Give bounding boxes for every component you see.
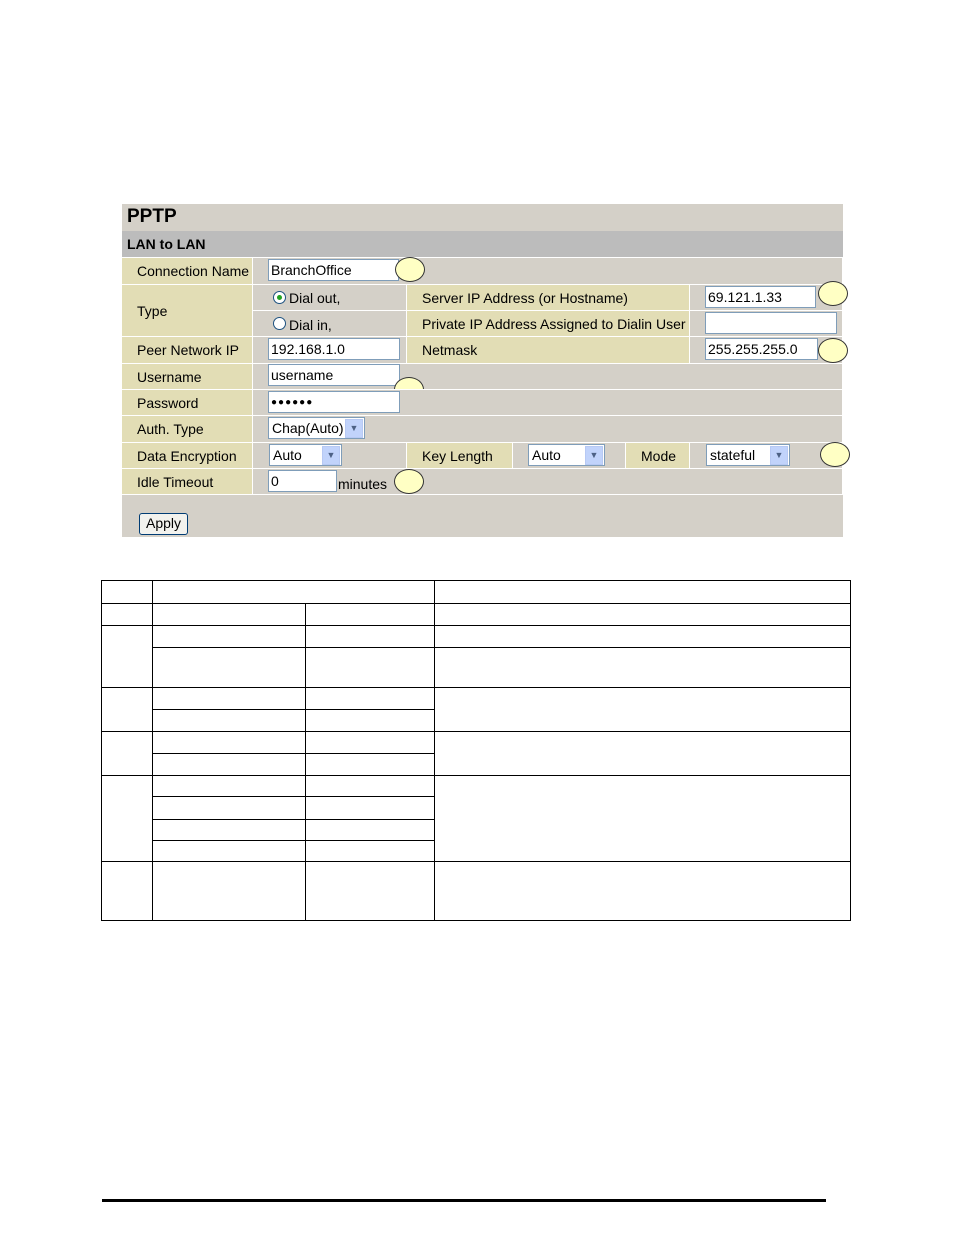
table-divider (101, 861, 851, 862)
mode-select[interactable] (706, 444, 790, 466)
netmask-label: Netmask (407, 336, 690, 363)
table-divider (152, 709, 435, 710)
table-divider (101, 687, 851, 688)
peer-network-ip-label: Peer Network IP (122, 336, 253, 363)
data-encryption-label: Data Encryption (122, 442, 253, 468)
username-input[interactable]: username (268, 364, 400, 386)
table-divider (152, 840, 435, 841)
table-border (850, 580, 851, 921)
idle-timeout-input[interactable]: 0 (268, 470, 337, 492)
table-divider (101, 775, 851, 776)
table-divider (305, 603, 306, 921)
minutes-label: minutes (338, 476, 388, 492)
chevron-down-icon[interactable]: ▼ (585, 446, 603, 465)
table-divider (152, 580, 153, 921)
table-divider (152, 819, 435, 820)
table-divider (101, 625, 851, 626)
private-ip-input[interactable] (705, 312, 837, 334)
data-encryption-select[interactable] (269, 444, 342, 466)
auth-type-label: Auth. Type (122, 415, 253, 442)
key-length-select[interactable] (528, 444, 605, 466)
username-label: Username (122, 363, 253, 389)
connection-name-input[interactable]: BranchOffice (268, 259, 399, 281)
netmask-input[interactable]: 255.255.255.0 (705, 338, 818, 360)
chevron-down-icon[interactable]: ▼ (322, 446, 340, 465)
table-divider (152, 753, 435, 754)
chevron-down-icon[interactable]: ▼ (345, 419, 363, 438)
mode-value: stateful (710, 447, 756, 463)
table-border (101, 580, 102, 921)
private-ip-label: Private IP Address Assigned to Dialin User (407, 310, 690, 336)
callout-marker (394, 469, 424, 494)
peer-network-ip-input[interactable]: 192.168.1.0 (268, 338, 400, 360)
table-divider (434, 580, 435, 921)
table-divider (152, 796, 435, 797)
idle-timeout-label: Idle Timeout (122, 468, 253, 494)
server-ip-input[interactable]: 69.121.1.33 (705, 286, 816, 308)
key-length-value: Auto (532, 447, 561, 463)
password-label: Password (122, 389, 253, 415)
data-encryption-value: Auto (273, 447, 302, 463)
mode-label: Mode (626, 442, 690, 468)
button-row (122, 494, 843, 537)
apply-button[interactable]: Apply (139, 513, 188, 535)
auth-type-select[interactable] (268, 417, 365, 439)
callout-marker (395, 257, 425, 282)
auth-type-value: Chap(Auto) (272, 420, 344, 436)
table-divider (101, 731, 851, 732)
type-label: Type (122, 284, 253, 336)
table-border (101, 580, 851, 581)
footer-rule (102, 1199, 826, 1202)
connection-name-label: Connection Name (122, 257, 253, 284)
dial-in-radio[interactable] (273, 317, 286, 330)
table-divider (152, 647, 851, 648)
callout-marker (818, 338, 848, 363)
table-divider (101, 603, 851, 604)
password-input[interactable]: ●●●●●● (268, 391, 400, 413)
callout-marker (818, 281, 848, 306)
section-heading: LAN to LAN (122, 231, 843, 257)
chevron-down-icon[interactable]: ▼ (770, 446, 788, 465)
dial-out-label: Dial out, (289, 290, 341, 306)
key-length-label: Key Length (407, 442, 513, 468)
table-border (101, 920, 851, 921)
dial-in-label: Dial in, (289, 317, 332, 333)
callout-marker (820, 442, 850, 467)
server-ip-label: Server IP Address (or Hostname) (407, 284, 690, 310)
page-title: PPTP (122, 204, 843, 231)
dial-out-radio[interactable] (273, 291, 286, 304)
